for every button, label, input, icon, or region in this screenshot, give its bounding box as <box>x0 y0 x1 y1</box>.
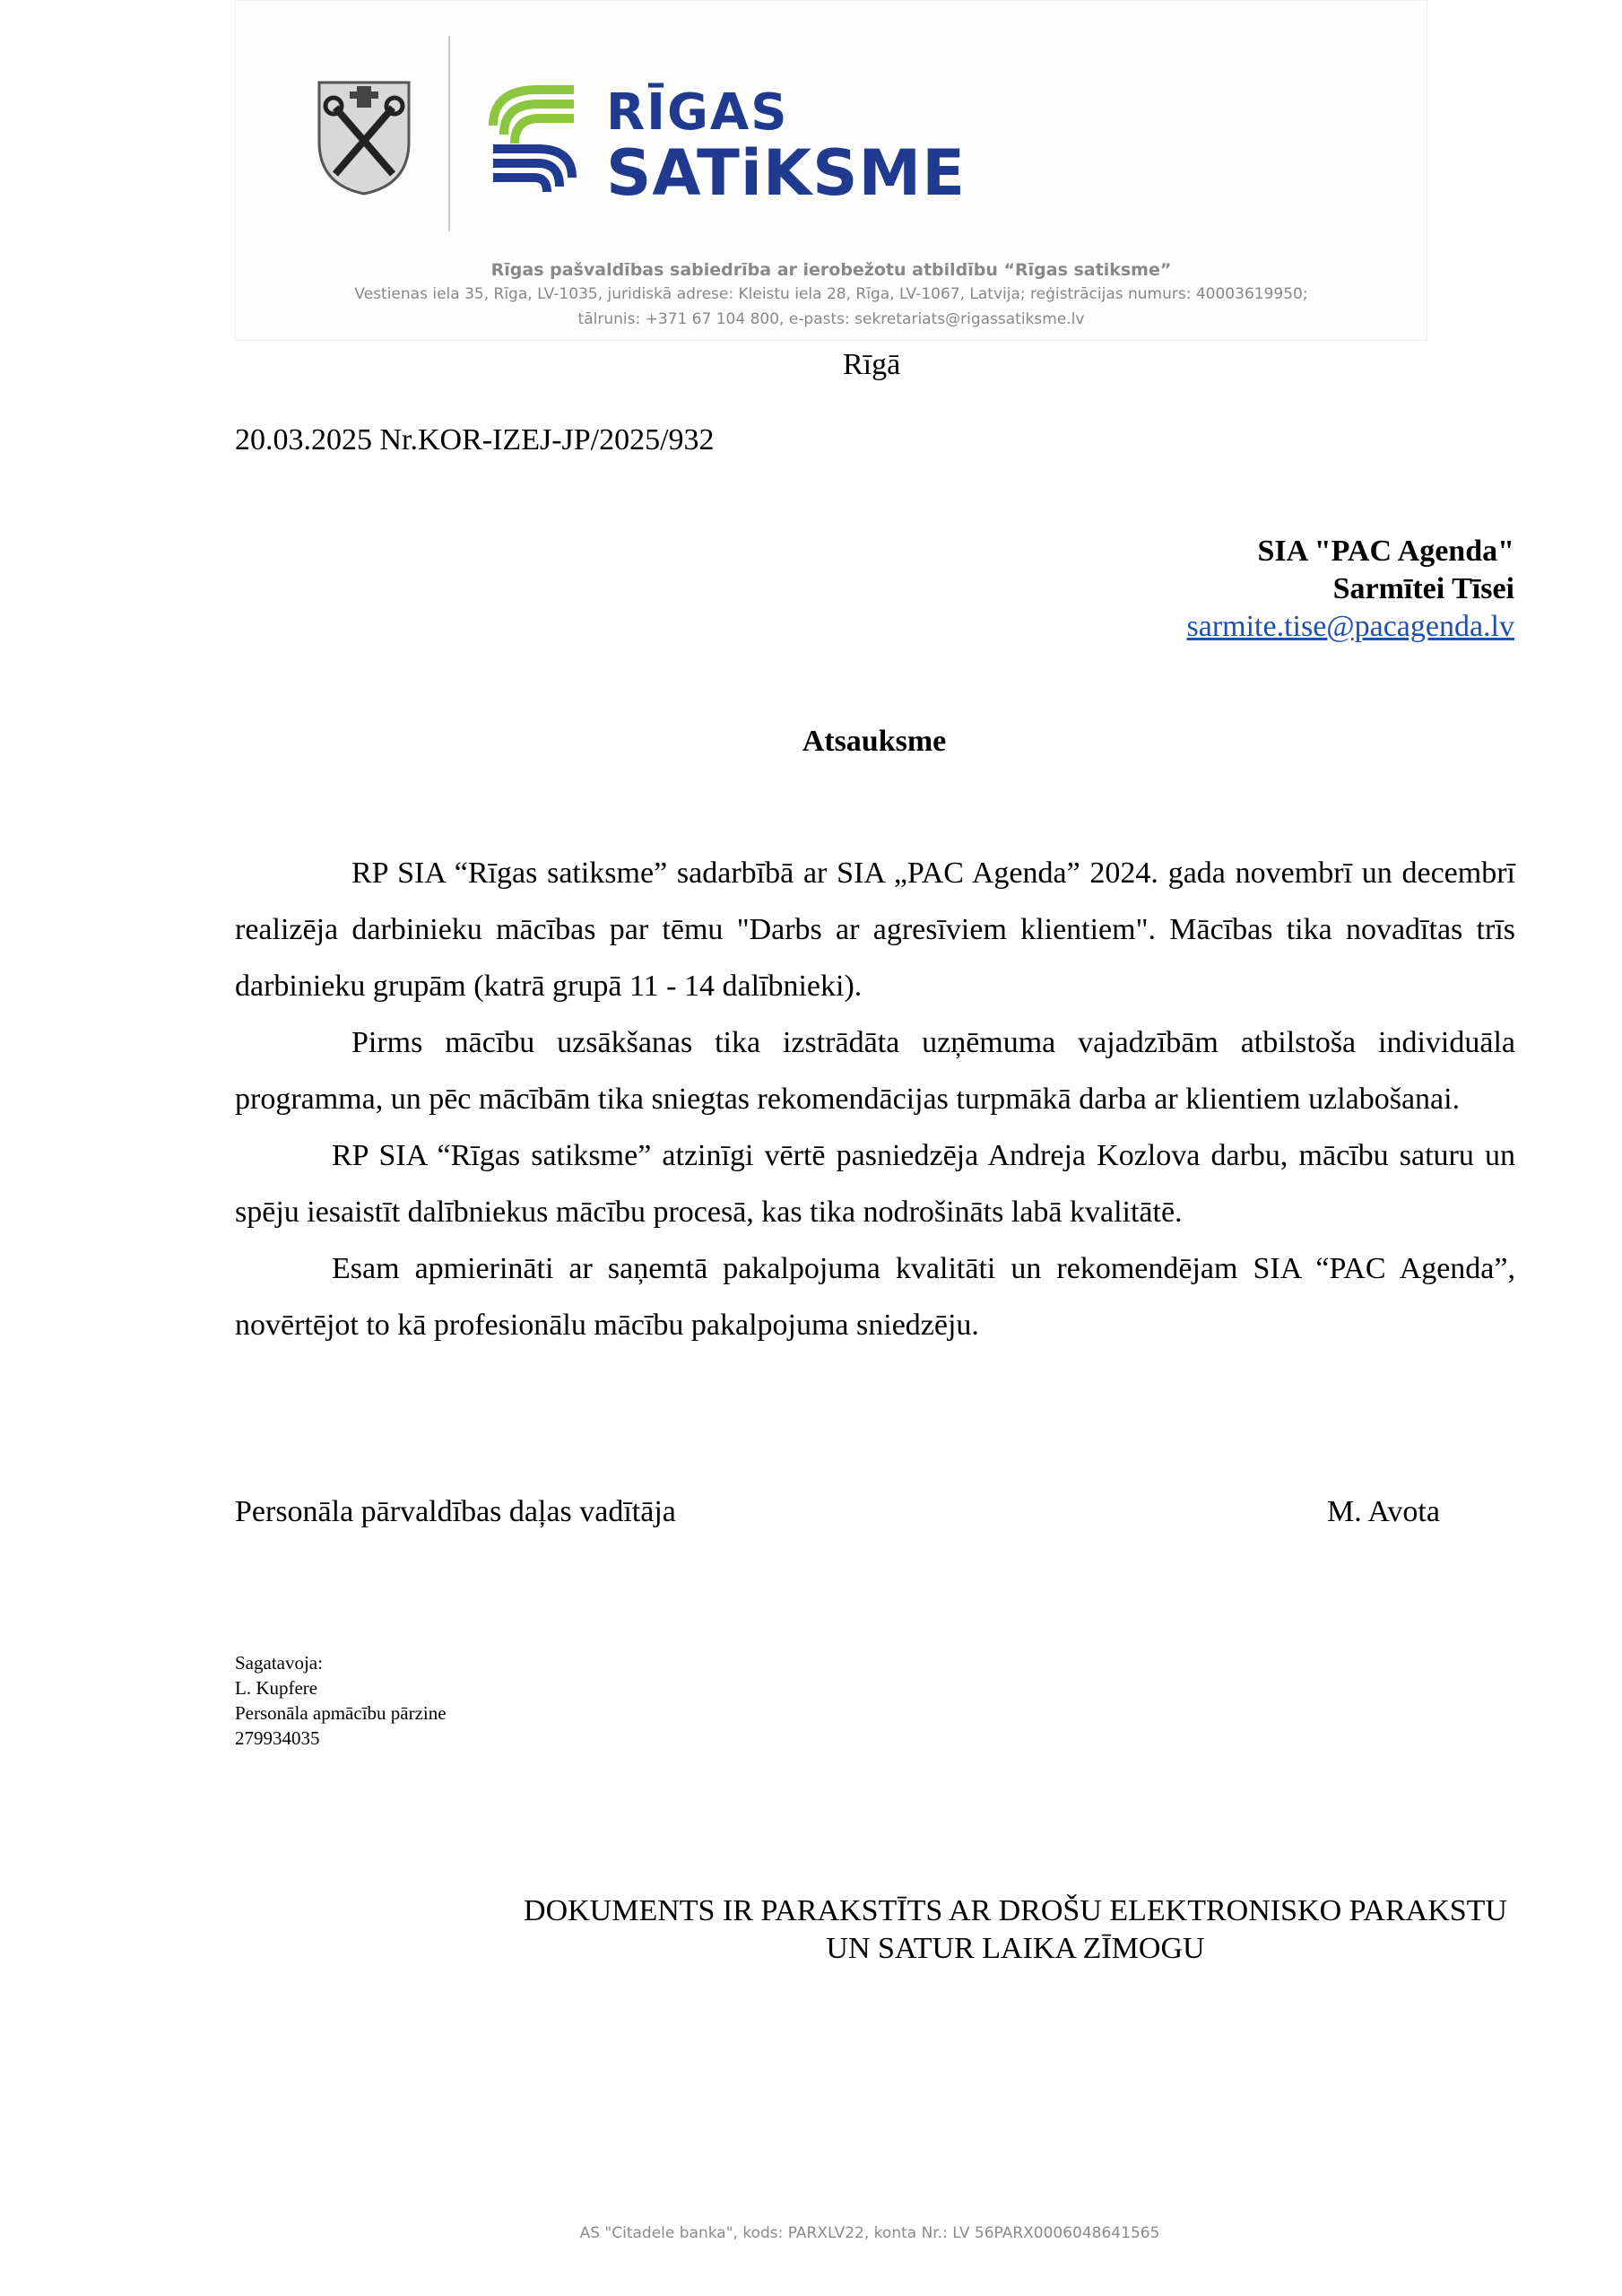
body-paragraph: RP SIA “Rīgas satiksme” atzinīgi vērtē pasniedzēja Andreja Kozlova darbu, mācību saturu un spēju iesaistīt dalībniekus mācību procesā, kas tika nodrošināts labā kvalitātē. <box>235 1139 1515 1229</box>
document-title: Atsauksme <box>802 725 947 758</box>
brand-name-line1: RĪGAS <box>606 83 789 142</box>
letterhead-contacts: tālrunis: +371 67 104 800, e-pasts: sekretariats@rigassatiksme.lv <box>577 310 1085 328</box>
addressee-person: Sarmītei Tīsei <box>1332 572 1514 605</box>
place: Rīgā <box>843 348 901 381</box>
prepared-by-block <box>235 1650 447 1751</box>
letterhead-divider <box>448 36 450 231</box>
bank-details-footer: AS "Citadele banka", kods: PARXLV22, konta Nr.: LV 56PARX0006048641565 <box>579 2224 1160 2242</box>
letterhead-org-name: Rīgas pašvaldības sabiedrība ar ierobežotu atbildību “Rīgas satiksme” <box>490 260 1172 280</box>
body-paragraph: Esam apmierināti ar saņemtā pakalpojuma kvalitāti un rekomendējam SIA “PAC Agenda”, novērtējot to kā profesionālu mācību pakalpojuma sniedzēju. <box>235 1252 1515 1342</box>
preparer-name: L. Kupfere <box>235 1677 318 1699</box>
prepared-by-label: Sagatavoja: <box>235 1652 323 1674</box>
body-paragraph: Pirms mācību uzsākšanas tika izstrādāta uzņēmuma vajadzībām atbilstoša individuāla programma, un pēc mācībām tika sniegtas rekomendācijas turpmākā darba ar klientiem uzlabošanai. <box>235 1026 1515 1116</box>
e-signature-notice <box>0 1892 1622 1968</box>
riga-coat-of-arms-logo <box>316 79 412 197</box>
addressee-email-link[interactable]: sarmite.tise@pacagenda.lv <box>1186 610 1514 643</box>
letter-body <box>235 845 1515 1353</box>
preparer-phone: 279934035 <box>235 1727 320 1749</box>
date-and-registration-number: 20.03.2025 Nr.KOR-IZEJ-JP/2025/932 <box>235 423 715 457</box>
preparer-position: Personāla apmācību pārzine <box>235 1702 447 1724</box>
brand-name-line2: SATiKSME <box>606 136 967 210</box>
letterhead-address: Vestienas iela 35, Rīga, LV-1035, juridiskā adrese: Kleistu iela 28, Rīga, LV-1067, Latvija; reģistrācijas numurs: 40003619950; <box>354 285 1308 303</box>
addressee-company: SIA "PAC Agenda" <box>1257 535 1514 568</box>
rigas-satiksme-logo-mark <box>484 81 583 197</box>
signatory-name: M. Avota <box>1327 1495 1440 1528</box>
signatory-title: Personāla pārvaldības daļas vadītāja <box>235 1495 676 1528</box>
body-paragraph: RP SIA “Rīgas satiksme” sadarbībā ar SIA „PAC Agenda” 2024. gada novembrī un decembrī realizēja darbinieku mācības par tēmu "Darbs ar agresīviem klientiem". Mācības tika novadītas trīs darbinieku grupām (katrā grupā 11 - 14 dalībnieki). <box>235 857 1515 1003</box>
e-signature-line1: DOKUMENTS IR PARAKSTĪTS AR DROŠU ELEKTRONISKO PARAKSTU <box>524 1894 1507 1927</box>
e-signature-line2: UN SATUR LAIKA ZĪMOGU <box>826 1932 1205 1965</box>
